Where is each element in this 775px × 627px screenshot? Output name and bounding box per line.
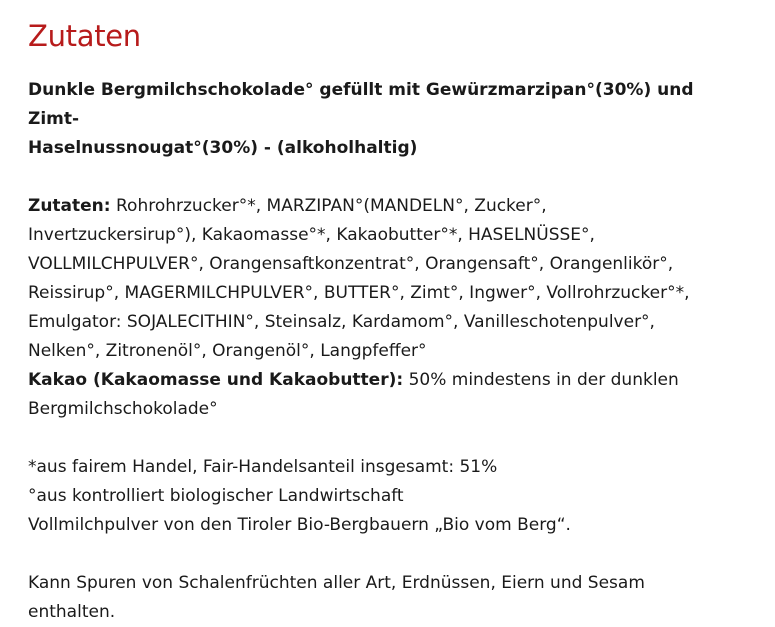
cocoa-content <box>28 366 747 424</box>
ingredients-line: Invertzuckersirup°), Kakaomasse°*, Kakaobutter°*, HASELNÜSSE°, <box>28 225 595 245</box>
allergen-notice <box>28 569 747 627</box>
section-heading: Zutaten <box>28 19 141 53</box>
fair-trade-note: *aus fairem Handel, Fair-Handelsanteil insgesamt: 51% <box>28 457 498 477</box>
spacer <box>28 540 747 569</box>
product-title <box>28 76 747 163</box>
product-title-line: Haselnussnougat°(30%) - (alkoholhaltig) <box>28 138 418 158</box>
ingredients-text: Rohrohrzucker°*, MARZIPAN°(MANDELN°, Zucker°, <box>110 196 547 216</box>
ingredients-line <box>28 192 747 221</box>
milk-origin-note: Vollmilchpulver von den Tiroler Bio-Bergbauern „Bio vom Berg“. <box>28 515 571 535</box>
ingredients-line: Emulgator: SOJALECITHIN°, Steinsalz, Kardamom°, Vanilleschotenpulver°, <box>28 312 655 332</box>
ingredients-line: Nelken°, Zitronenöl°, Orangenöl°, Langpfeffer° <box>28 341 427 361</box>
ingredients-list <box>28 192 747 366</box>
allergen-line: enthalten. <box>28 602 116 622</box>
ingredients-line: Reissirup°, MAGERMILCHPULVER°, BUTTER°, Zimt°, Ingwer°, Vollrohrzucker°*, <box>28 283 690 303</box>
organic-note: °aus kontrolliert biologischer Landwirtschaft <box>28 486 404 506</box>
allergen-line: Kann Spuren von Schalenfrüchten aller Art, Erdnüssen, Eiern und Sesam <box>28 573 645 593</box>
ingredients-label: Zutaten: <box>28 196 111 216</box>
cocoa-line: Bergmilchschokolade° <box>28 399 218 419</box>
cocoa-line <box>28 366 747 395</box>
spacer <box>28 424 747 453</box>
spacer <box>28 163 747 192</box>
product-title-line: Dunkle Bergmilchschokolade° gefüllt mit Gewürzmarzipan°(30%) und Zimt- <box>28 80 694 129</box>
ingredients-line: VOLLMILCHPULVER°, Orangensaftkonzentrat°, Orangensaft°, Orangenlikör°, <box>28 254 674 274</box>
notes <box>28 453 747 540</box>
cocoa-text: 50% mindestens in der dunklen <box>403 370 679 390</box>
cocoa-label: Kakao (Kakaomasse und Kakaobutter): <box>28 370 404 390</box>
